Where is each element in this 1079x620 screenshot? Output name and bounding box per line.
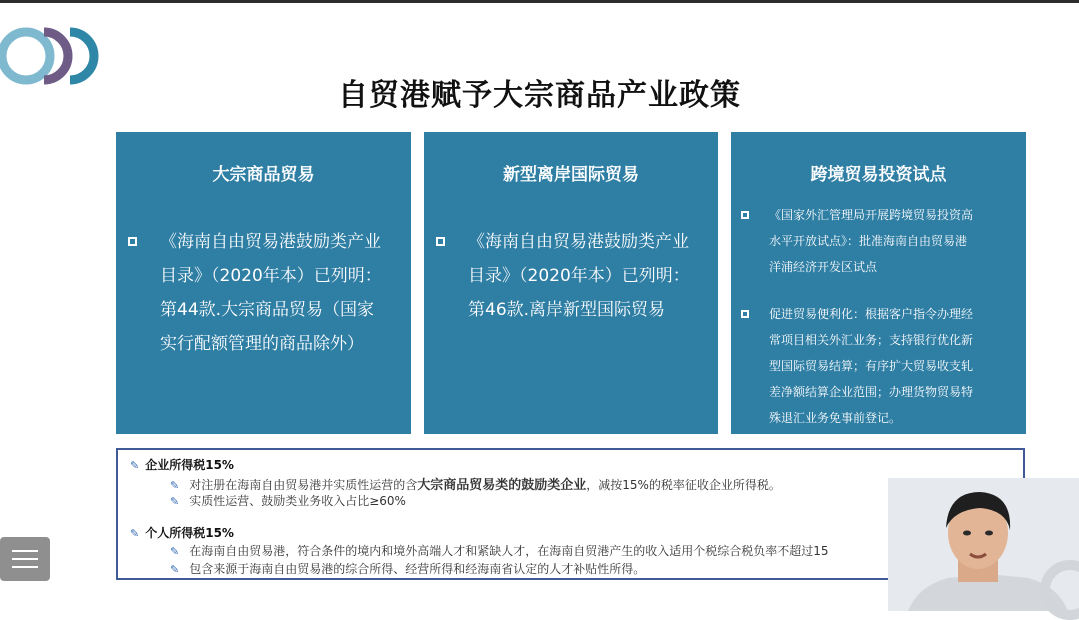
bullet-line: 常项目相关外汇业务；支持银行优化新 bbox=[769, 333, 974, 347]
corporate-line-pre: 对注册在海南自由贸易港并实质性运营的含 bbox=[189, 478, 418, 492]
bullet-line: 《海南自由贸易港鼓励类产业 bbox=[468, 232, 689, 252]
pencil-bullet-icon: ✎ bbox=[170, 495, 180, 508]
bullet-line: 洋浦经济开发区试点 bbox=[769, 260, 878, 274]
bullet-line: 差净额结算企业范围；办理货物贸易特 bbox=[769, 385, 974, 399]
bullet-line: 《国家外汇管理局开展跨境贸易投资高 bbox=[769, 208, 974, 222]
list-menu-icon-line bbox=[12, 566, 38, 568]
pencil-bullet-icon: ✎ bbox=[170, 479, 180, 492]
bullet-item bbox=[741, 301, 1023, 431]
corporate-tax-line bbox=[170, 492, 406, 509]
bullet-line: 第44款.大宗商品贸易（国家 bbox=[160, 300, 375, 320]
personal-line-2: 包含来源于海南自由贸易港的综合所得、经营所得和经海南省认定的人才补贴性所得。 bbox=[189, 562, 646, 576]
pencil-bullet-icon: ✎ bbox=[170, 545, 180, 558]
square-bullet-icon bbox=[436, 237, 445, 246]
personal-line-1: 在海南自由贸易港，符合条件的境内和境外高端人才和紧缺人才，在海南自贸港产生的收入适用个税综合税负率不超过15 bbox=[189, 544, 829, 558]
square-bullet-icon bbox=[128, 237, 137, 246]
bullet-line: 《海南自由贸易港鼓励类产业 bbox=[160, 232, 381, 252]
bullet-item bbox=[436, 225, 716, 327]
bullet-line: 型国际贸易结算；有序扩大贸易收支轧 bbox=[769, 359, 974, 373]
slide-title: 自贸港赋予大宗商品产业政策 bbox=[338, 78, 741, 113]
bullet-line: 实行配额管理的商品除外） bbox=[160, 334, 364, 354]
list-menu-icon bbox=[12, 550, 38, 552]
bullet-line: 促进贸易便利化：根据客户指令办理经 bbox=[769, 307, 974, 321]
bullet-line: 目录》（2020年本）已列明： bbox=[160, 266, 382, 286]
personal-tax-line bbox=[170, 542, 829, 559]
personal-tax-heading bbox=[130, 524, 234, 541]
corporate-tax-heading bbox=[130, 456, 234, 473]
corporate-tax-title: 企业所得税15% bbox=[145, 458, 234, 472]
card-cross-border-pilot bbox=[731, 132, 1026, 434]
square-bullet-icon bbox=[741, 310, 749, 318]
bullet-line: 殊退汇业务免事前登记。 bbox=[769, 411, 902, 425]
bullet-line: 目录》（2020年本）已列明： bbox=[468, 266, 690, 286]
bullet-item bbox=[128, 225, 408, 361]
corporate-line-2: 实质性运营、鼓励类业务收入占比≥60% bbox=[189, 494, 406, 508]
bullet-line: 水平开放试点》：批准海南自由贸易港 bbox=[769, 234, 968, 248]
corporate-tax-line bbox=[170, 474, 781, 493]
card-title: 新型离岸国际贸易 bbox=[503, 165, 639, 185]
top-border bbox=[0, 0, 1079, 3]
pencil-bullet-icon: ✎ bbox=[130, 459, 140, 472]
bullet-item bbox=[741, 202, 1023, 280]
square-bullet-icon bbox=[741, 211, 749, 219]
personal-tax-title: 个人所得税15% bbox=[145, 526, 234, 540]
corporate-line-bold: 大宗商品贸易类的鼓励类企业 bbox=[417, 478, 587, 493]
list-menu-button[interactable] bbox=[0, 537, 50, 581]
bullet-line: 第46款.离岸新型国际贸易 bbox=[468, 300, 666, 320]
card-offshore-trade bbox=[424, 132, 718, 434]
card-title: 大宗商品贸易 bbox=[212, 165, 315, 185]
card-title: 跨境贸易投资试点 bbox=[810, 165, 947, 185]
pencil-bullet-icon: ✎ bbox=[170, 563, 180, 576]
personal-tax-line bbox=[170, 560, 645, 577]
corporate-line-post: ，减按15%的税率征收企业所得税。 bbox=[586, 478, 781, 492]
list-menu-icon-line bbox=[12, 558, 38, 560]
card-commodity-trade bbox=[116, 132, 411, 434]
pencil-bullet-icon: ✎ bbox=[130, 527, 140, 540]
